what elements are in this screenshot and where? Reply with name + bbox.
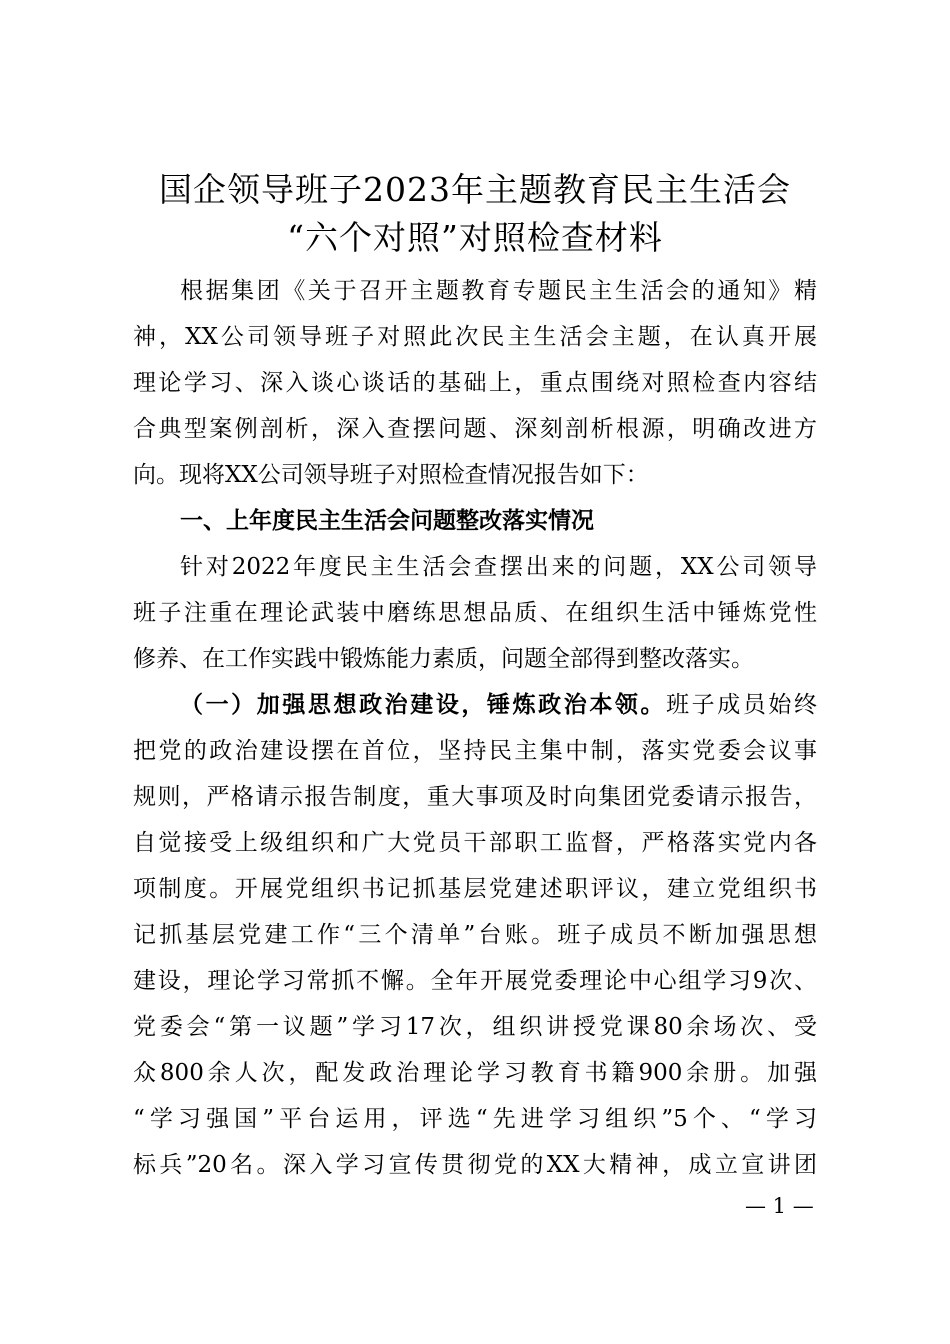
- intro-line: 向。现将XX公司领导班子对照检查情况报告如下：: [133, 462, 649, 488]
- intro-line: 根据集团《关于召开主题教育专题民主生活会的通知》精: [180, 278, 817, 304]
- subsection-1-line: 把党的政治建设摆在首位，坚持民主集中制，落实党委会议事: [133, 738, 817, 764]
- page-number: — 1 —: [745, 1194, 814, 1218]
- section-1-line: 班子注重在理论武装中磨练思想品质、在组织生活中锤炼党性: [133, 600, 817, 626]
- subsection-1-line: 众800余人次，配发政治理论学习教育书籍900余册。加强: [133, 1060, 817, 1086]
- subsection-1-line: “学习强国”平台运用，评选“先进学习组织”5个、“学习: [133, 1106, 817, 1132]
- intro-line: 合典型案例剖析，深入查摆问题、深刻剖析根源，明确改进方: [133, 416, 817, 442]
- section-1-line: 针对2022年度民主生活会查摆出来的问题，XX公司领导: [180, 554, 817, 580]
- section-1-line: 修养、在工作实践中锻炼能力素质，问题全部得到整改落实。: [133, 646, 754, 672]
- subsection-1-line: 建设，理论学习常抓不懈。全年开展党委理论中心组学习9次、: [133, 968, 817, 994]
- subsection-1-line: 规则，严格请示报告制度，重大事项及时向集团党委请示报告，: [133, 784, 817, 810]
- section-1-heading: 一、上年度民主生活会问题整改落实情况: [180, 508, 594, 534]
- subsection-1-lead: （一）加强思想政治建设，锤炼政治本领。: [180, 691, 667, 718]
- subsection-1-line: 党委会“第一议题”学习17次，组织讲授党课80余场次、受: [133, 1014, 817, 1040]
- document-title-line-2: “六个对照”对照检查材料: [287, 218, 663, 257]
- subsection-1-line: 记抓基层党建工作“三个清单”台账。班子成员不断加强思想: [133, 922, 817, 948]
- subsection-1-line: 自觉接受上级组织和广大党员干部职工监督，严格落实党内各: [133, 830, 817, 856]
- subsection-1-first-rest: 班子成员始终: [666, 692, 818, 718]
- intro-line: 理论学习、深入谈心谈话的基础上，重点围绕对照检查内容结: [133, 370, 817, 396]
- subsection-1-first-line: [180, 689, 817, 721]
- intro-line: 神，XX公司领导班子对照此次民主生活会主题，在认真开展: [133, 324, 817, 350]
- subsection-1-line: 项制度。开展党组织书记抓基层党建述职评议，建立党组织书: [133, 876, 817, 902]
- document-title-line-1: 国企领导班子2023年主题教育民主生活会: [159, 170, 791, 209]
- subsection-1-line: 标兵”20名。深入学习宣传贯彻党的XX大精神，成立宣讲团: [133, 1152, 817, 1178]
